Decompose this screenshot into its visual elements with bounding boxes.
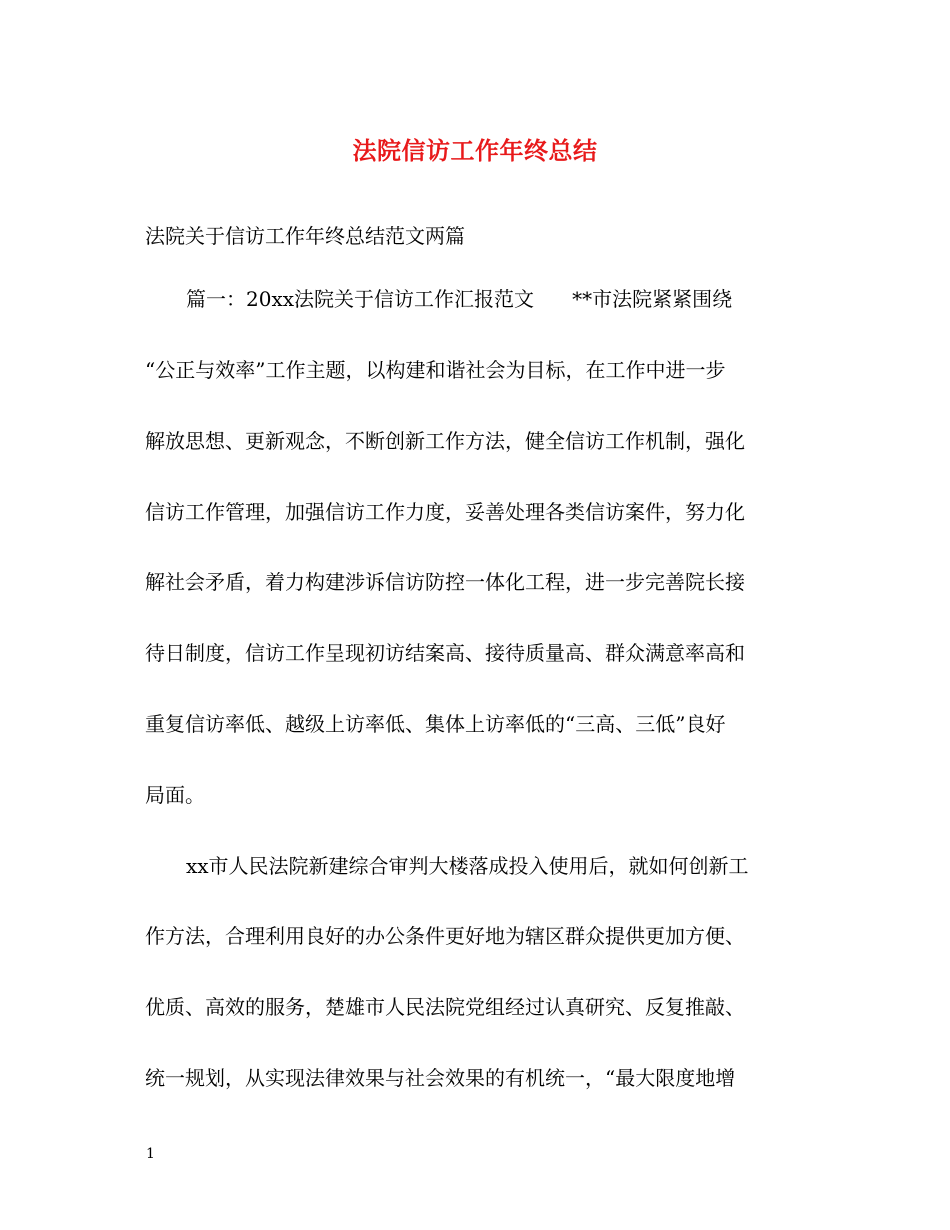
paragraph-line: xx市人民法院新建综合审判大楼落成投入使用后，就如何创新工 — [186, 854, 749, 878]
paragraph-line: 解社会矛盾，着力构建涉诉信访防控一体化工程，进一步完善院长接 — [145, 570, 745, 594]
paragraph-line: 待日制度，信访工作呈现初访结案高、接待质量高、群众满意率高和 — [145, 641, 745, 665]
paragraph-line: 解放思想、更新观念，不断创新工作方法，健全信访工作机制，强化 — [145, 429, 745, 453]
paragraph-line: 优质、高效的服务，楚雄市人民法院党组经过认真研究、反复推敲、 — [145, 995, 745, 1019]
paragraph-line: 篇一：20xx法院关于信访工作汇报范文 **市法院紧紧围绕 — [186, 287, 733, 311]
paragraph-line: 作方法，合理利用良好的办公条件更好地为辖区群众提供更加方便、 — [145, 924, 745, 948]
paragraph-line: “公正与效率”工作主题，以构建和谐社会为目标，在工作中进一步 — [145, 358, 726, 382]
paragraph-line: 局面。 — [145, 783, 205, 807]
document-subtitle: 法院关于信访工作年终总结范文两篇 — [145, 224, 465, 248]
document-title: 法院信访工作年终总结 — [352, 136, 598, 165]
page-number: 1 — [146, 1146, 155, 1162]
paragraph-line: 信访工作管理，加强信访工作力度，妥善处理各类信访案件，努力化 — [145, 500, 745, 524]
paragraph-line: 重复信访率低、越级上访率低、集体上访率低的“三高、三低”良好 — [145, 712, 726, 736]
paragraph-line: 统一规划，从实现法律效果与社会效果的有机统一，“最大限度地增 — [145, 1066, 736, 1090]
